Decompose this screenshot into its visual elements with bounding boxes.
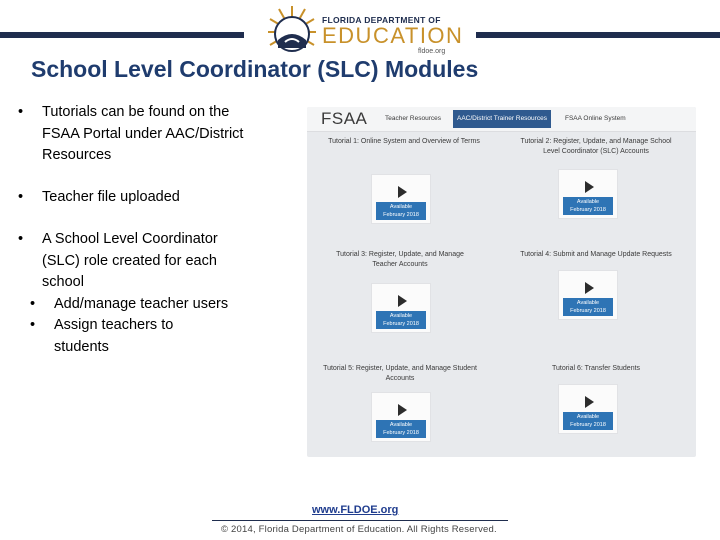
available-date: February 2018	[383, 212, 419, 218]
bullet-dot: •	[18, 104, 24, 120]
bullet-teacher-file	[18, 187, 290, 209]
available-badge	[376, 311, 426, 329]
available-label: Available	[576, 414, 600, 420]
bullet-dot: •	[18, 231, 24, 247]
nav-aac-district-trainer-resources[interactable]: AAC/District Trainer Resources	[453, 110, 551, 128]
fldoe-website-link[interactable]: www.FLDOE.org	[312, 504, 399, 516]
tutorial-title-line: Level Coordinator (SLC) Accounts	[543, 148, 649, 155]
page-title: School Level Coordinator (SLC) Modules	[31, 56, 479, 82]
bullet-list	[18, 102, 290, 358]
available-label: Available	[576, 300, 600, 306]
sun-seal-icon	[266, 4, 318, 60]
available-label: Available	[576, 199, 600, 205]
bullet-text: FSAA Portal under AAC/District	[42, 125, 244, 142]
tutorial-2-title	[499, 137, 693, 157]
tutorial-6-title	[499, 364, 693, 374]
available-label: Available	[389, 422, 413, 428]
play-icon	[398, 186, 407, 198]
tutorial-1-video[interactable]	[371, 174, 431, 224]
tutorial-title-line: Tutorial 2: Register, Update, and Manage School	[520, 138, 672, 145]
tutorial-title-line: Tutorial 5: Register, Update, and Manage Student	[323, 365, 477, 372]
bullet-text: Resources	[42, 147, 112, 163]
nav-fsaa-online-system[interactable]: FSAA Online System	[565, 115, 626, 122]
available-date: February 2018	[383, 430, 419, 436]
sub-bullet-text: Assign teachers to	[54, 317, 174, 333]
available-badge	[376, 420, 426, 438]
bullet-slc-role	[18, 229, 290, 294]
fldoe-logo[interactable]	[266, 4, 466, 60]
play-icon	[398, 404, 407, 416]
play-icon	[585, 181, 594, 193]
bullet-text: A School Level Coordinator	[42, 231, 218, 247]
tutorial-6-video[interactable]	[558, 384, 618, 434]
tutorial-title-line: Tutorial 3: Register, Update, and Manage	[336, 251, 464, 258]
tutorial-4-video[interactable]	[558, 270, 618, 320]
sub-bullet-text: Add/manage teacher users	[54, 295, 229, 312]
bullet-text: school	[42, 274, 84, 290]
tutorial-5-video[interactable]	[371, 392, 431, 442]
copyright-notice: © 2014, Florida Department of Education. All Rights Reserved.	[221, 524, 497, 535]
available-badge	[563, 298, 613, 316]
portal-navbar	[307, 107, 696, 132]
available-badge	[376, 202, 426, 220]
tutorial-4-title	[499, 250, 693, 260]
portal-brand[interactable]: FSAA	[321, 109, 368, 128]
bullet-dot: •	[18, 188, 24, 205]
tutorial-title-line: Tutorial 6: Transfer Students	[551, 365, 641, 372]
tutorial-3-video[interactable]	[371, 283, 431, 333]
play-icon	[585, 282, 594, 294]
footer-divider	[212, 520, 508, 521]
play-icon	[585, 396, 594, 408]
header-bar-right	[476, 32, 720, 38]
available-badge	[563, 412, 613, 430]
tutorial-title-line: Accounts	[385, 375, 415, 382]
available-date: February 2018	[570, 207, 606, 213]
sub-bullet-manage-teachers	[18, 294, 290, 316]
sub-bullet-assign-teachers	[18, 315, 290, 358]
available-date: February 2018	[570, 422, 606, 428]
header-bar-left	[0, 32, 244, 38]
nav-teacher-resources[interactable]: Teacher Resources	[385, 115, 441, 122]
bullet-tutorials	[18, 102, 290, 167]
available-date: February 2018	[570, 308, 606, 314]
sub-bullet-dot: •	[30, 317, 36, 333]
tutorial-title-line: Tutorial 4: Submit and Manage Update Requests	[520, 251, 672, 258]
tutorial-5-title	[307, 364, 493, 384]
logo-line-2: EDUCATION	[322, 23, 464, 48]
tutorial-3-title	[319, 250, 481, 270]
available-label: Available	[389, 204, 413, 210]
bullet-text: (SLC) role created for each	[42, 252, 217, 269]
tutorial-2-video[interactable]	[558, 169, 618, 219]
logo-url: fldoe.org	[418, 48, 446, 55]
available-date: February 2018	[383, 321, 419, 327]
available-badge	[563, 197, 613, 215]
available-label: Available	[389, 313, 413, 319]
play-icon	[398, 295, 407, 307]
sub-bullet-dot: •	[30, 295, 36, 312]
tutorial-1-title	[311, 137, 497, 147]
bullet-text: Teacher file uploaded	[42, 188, 180, 205]
logo-line-1: FLORIDA DEPARTMENT OF	[322, 15, 441, 25]
tutorial-title-line: Tutorial 1: Online System and Overview of Terms	[328, 138, 480, 145]
bullet-text: Tutorials can be found on the	[42, 104, 230, 120]
fsaa-portal-screenshot	[307, 107, 696, 457]
sub-bullet-text: students	[54, 338, 109, 355]
tutorial-title-line: Teacher Accounts	[372, 261, 428, 268]
